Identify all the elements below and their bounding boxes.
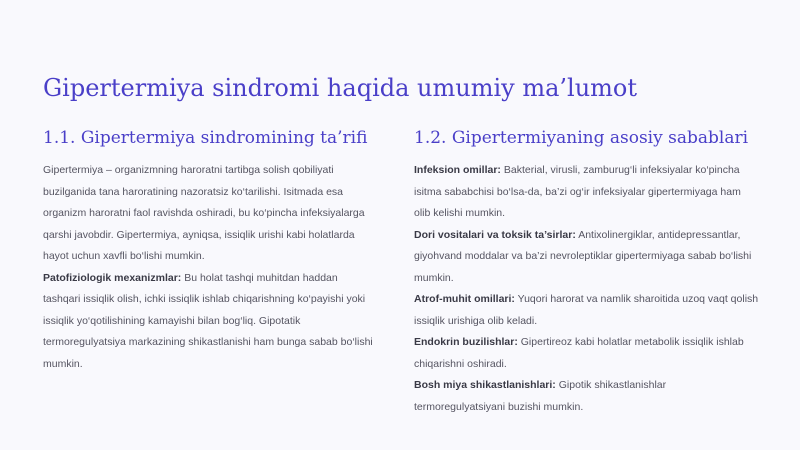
cause-text: Gipotik shikastlanishlar termoregulyatsiyani buzishi mumkin. (414, 379, 667, 413)
cause-text: Antixolinergiklar, antidepressantlar, giyohvand moddalar va ba’zi nevroleptiklar gipertermiyaga sabab bo‘lishi mumkin. (414, 228, 752, 284)
causes-column (414, 126, 759, 418)
cause-item-infection (414, 160, 759, 225)
definition-text: Gipertermiya – organizmning haroratni tartibga solish qobiliyati buzilganida tana haroratining nazoratsiz ko‘tarilishi. Isitmadа esa organizm haroratni faol ravishda oshiradi, bu ko‘pincha infeksiyalarga qarshi javobdir. Gipertermiya, ayniqsa, issiqlik urishi kabi holatlarda hayot uchun xavfli bo‘lishi mumkin. (43, 164, 365, 262)
definition-heading: 1.1. Gipertermiya sindromining ta’rifi (43, 128, 368, 148)
pathophysiology-lead: Patofiziologik mexanizmlar: (43, 271, 182, 284)
cause-text: Gipertireoz kabi holatlar metabolik issiqlik ishlab chiqarishni oshiradi. (414, 336, 744, 370)
cause-lead: Dori vositalari va toksik ta’sirlar: (414, 228, 576, 241)
cause-text: Yuqori harorat va namlik sharoitida uzoq vaqt qolish issiqlik urishiga olib keladi. (414, 293, 759, 327)
cause-text: Bakterial, virusli, zamburug‘li infeksiyalar ko‘pincha isitma sababchisi bo‘lsa-da, ba’zi og‘ir infeksiyalar gipertermiyaga ham olib kelishi mumkin. (414, 164, 741, 219)
cause-lead: Infeksion omillar: (414, 164, 501, 176)
cause-lead: Atrof-muhit omillari: (414, 293, 515, 305)
cause-item-environment (414, 289, 759, 332)
cause-lead: Endokrin buzilishlar: (414, 336, 518, 348)
slide-title: Gipertermiya sindromi haqida umumiy ma’lumot (43, 74, 638, 102)
cause-item-endocrine (414, 332, 759, 375)
definition-paragraph (43, 160, 375, 268)
causes-heading: 1.2. Gipertermiyaning asosiy sabablari (414, 128, 749, 148)
pathophysiology-paragraph (43, 268, 375, 376)
definition-column (43, 126, 375, 375)
cause-lead: Bosh miya shikastlanishlari: (414, 379, 556, 391)
pathophysiology-text: Bu holat tashqi muhitdan haddan tashqari issiqlik olish, ichki issiqlik ishlab chiqarishning ko‘payishi yoki issiqlik yo‘qotilishining kamayishi bilan bog‘liq. Gipotatik termoregulyatsiya markazining shikastlanishi ham bunga sabab bo‘lishi mumkin. (43, 271, 373, 370)
cause-item-drugs (414, 225, 759, 290)
cause-item-brain-injury (414, 375, 759, 418)
